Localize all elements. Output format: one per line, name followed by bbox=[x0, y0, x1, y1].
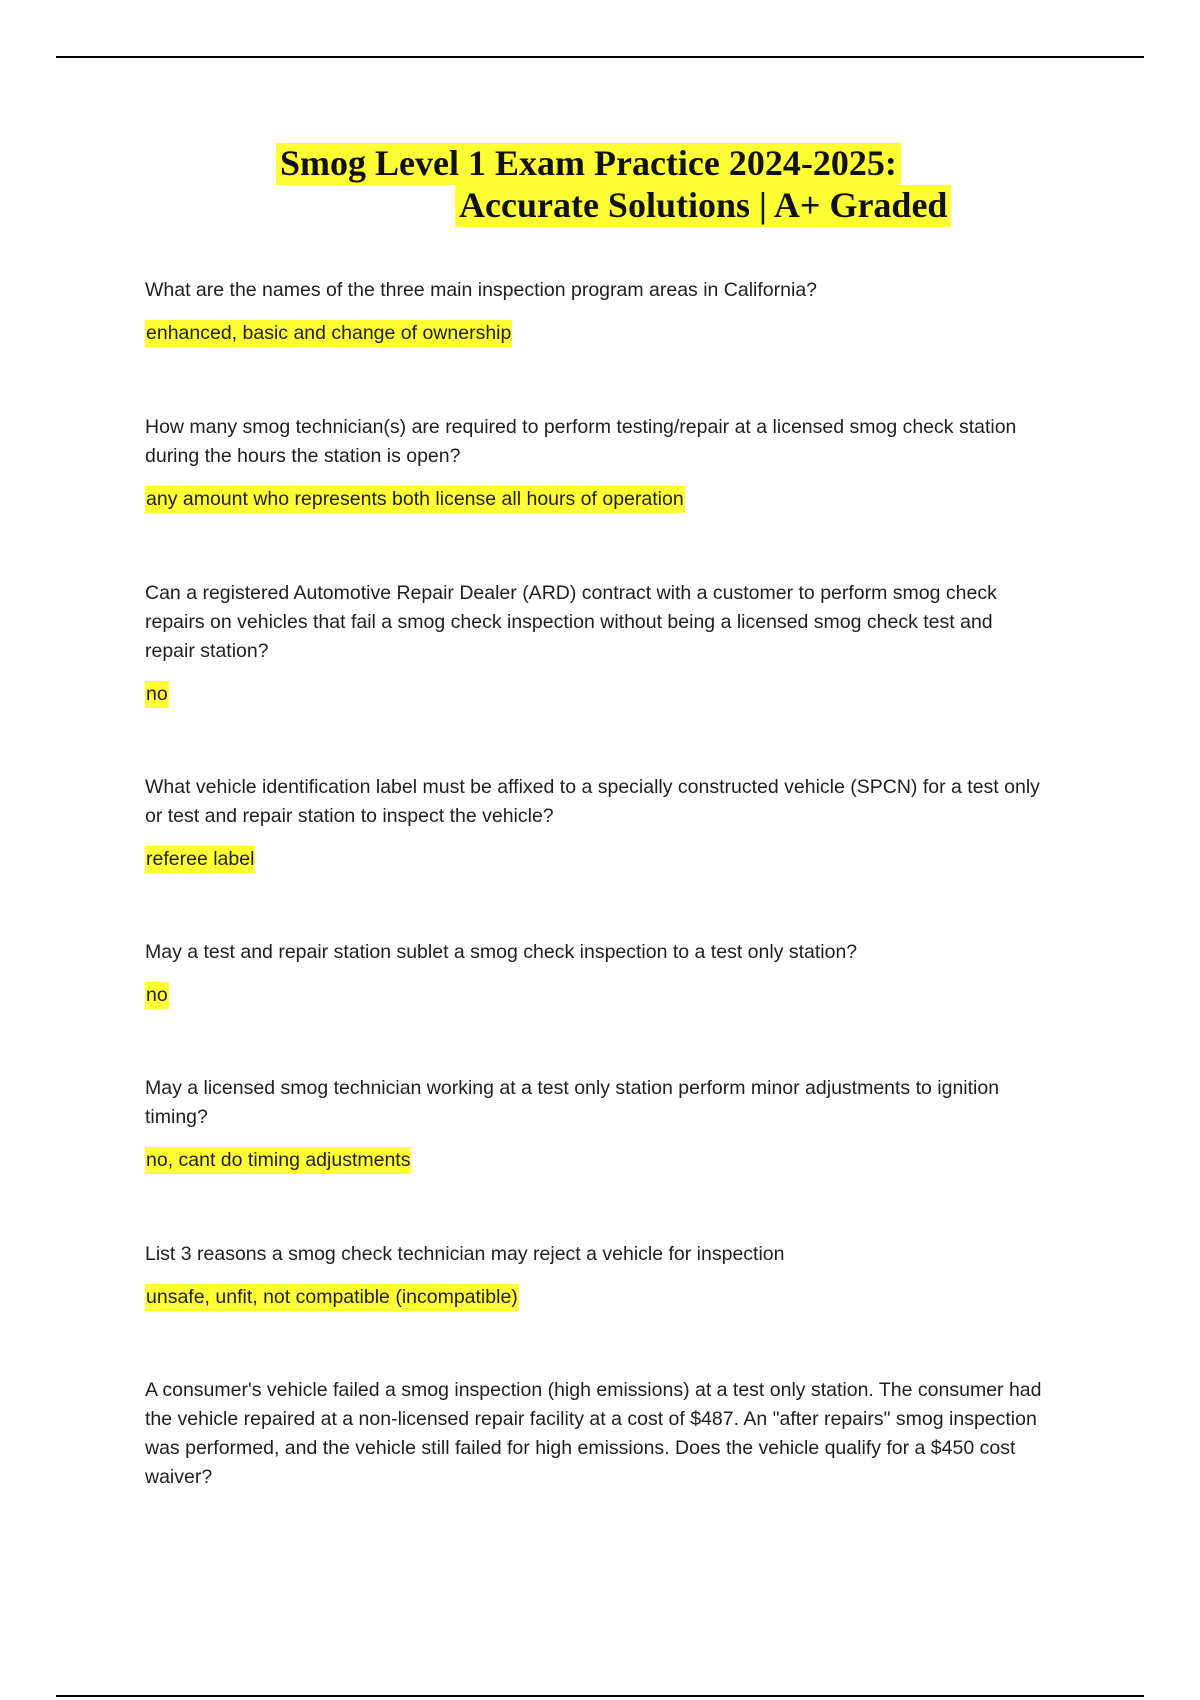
qa-item-1 bbox=[145, 276, 1045, 347]
question-text: May a test and repair station sublet a smog check inspection to a test only station? bbox=[145, 941, 858, 963]
answer-highlight: no bbox=[145, 681, 169, 708]
qa-item-8 bbox=[145, 1376, 1045, 1492]
qa-item-6 bbox=[145, 1074, 1045, 1174]
answer-highlight: unsafe, unfit, not compatible (incompatible) bbox=[145, 1284, 519, 1311]
qa-item-5 bbox=[145, 938, 1045, 1009]
qa-item-3 bbox=[145, 579, 1045, 708]
bottom-rule bbox=[56, 1695, 1144, 1697]
question-text: How many smog technician(s) are required to perform testing/repair at a licensed smog check station during the hours the station is open? bbox=[145, 416, 1017, 467]
answer-highlight: no bbox=[145, 982, 169, 1009]
answer-highlight: referee label bbox=[145, 846, 255, 873]
answer-highlight: enhanced, basic and change of ownership bbox=[145, 320, 512, 347]
answer-highlight: no, cant do timing adjustments bbox=[145, 1147, 411, 1174]
question-text: What are the names of the three main inspection program areas in California? bbox=[145, 279, 818, 301]
question-text: May a licensed smog technician working at a test only station perform minor adjustments to ignition timing? bbox=[145, 1077, 1000, 1128]
title-line-2-text: Accurate Solutions | A+ Graded bbox=[455, 185, 951, 227]
question-text: What vehicle identification label must be affixed to a specially constructed vehicle (SPCN) for a test only or test and repair station to inspect the vehicle? bbox=[145, 776, 1040, 827]
qa-item-4 bbox=[145, 773, 1045, 873]
title-line-1-text: Smog Level 1 Exam Practice 2024-2025: bbox=[276, 143, 901, 185]
top-rule bbox=[56, 56, 1144, 58]
title-line-2 bbox=[455, 184, 951, 226]
question-text: Can a registered Automotive Repair Dealer (ARD) contract with a customer to perform smog check repairs on vehicles that fail a smog check inspection without being a licensed smog check test and repair station? bbox=[145, 582, 997, 662]
qa-item-7 bbox=[145, 1240, 1045, 1311]
answer-highlight: any amount who represents both license all hours of operation bbox=[145, 486, 685, 513]
question-text: List 3 reasons a smog check technician may reject a vehicle for inspection bbox=[145, 1243, 785, 1265]
question-text: A consumer's vehicle failed a smog inspection (high emissions) at a test only station. The consumer had the vehicle repaired at a non-licensed repair facility at a cost of $487. An "after repairs" smog inspection was performed, and the vehicle still failed for high emissions. Does the vehicle qualify for a $450 cost waiver? bbox=[145, 1379, 1042, 1488]
title-line-1 bbox=[276, 142, 901, 184]
qa-item-2 bbox=[145, 413, 1045, 513]
